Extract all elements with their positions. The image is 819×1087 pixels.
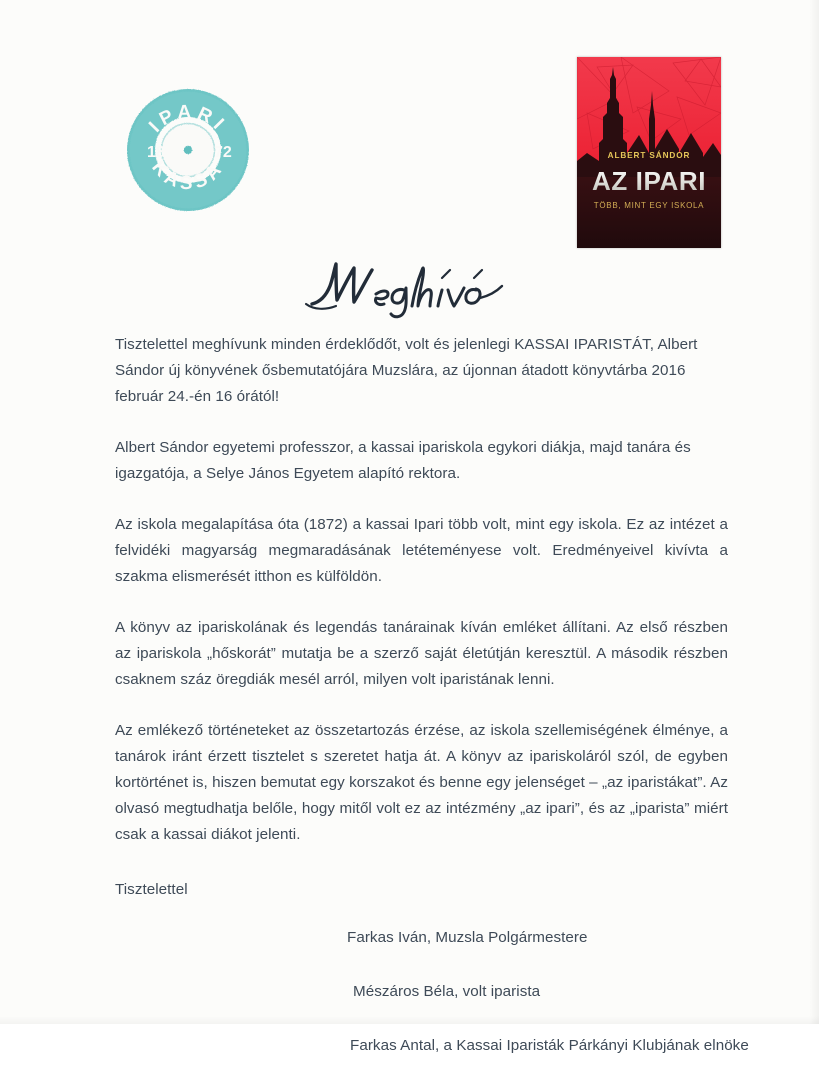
paragraph-3: Az iskola megalapítása óta (1872) a kassai Ipari több volt, mint egy iskola. Ez az intézet a felvidéki magyarság megmaradásának letéteményese volt. Eredményeivel kivívta a szakma elismerését itthon es külföldön. — [115, 516, 728, 585]
paragraph-5: Az emlékező történeteket az összetartozás érzése, az iskola szellemiségének élménye, a tanárok iránt érzett tisztelet s szeretet hatja át. A könyv az ipariskoláról szól, de egyben kortörténet is, hiszen bemutat egy korszakot és benne egy jelenséget – „az iparistákat”. Az olvasó megtudhatja belőle, hogy mitől volt ez az intézmény „az ipari”, és az „iparista” miért csak a kassai diákot jelenti. — [115, 722, 728, 843]
stamp-top-text: IPARI — [145, 101, 231, 137]
paragraph-1: Tisztelettel meghívunk minden érdeklődőt, volt és jelenlegi KASSAI IPARISTÁT, Albert Sándor új könyvének ősbemutatójára Muzslára, az újonnan átadott könyvtárba 2016 február 24.-én 16 órától! — [115, 336, 698, 405]
book-subtitle-text: TÖBB, MINT EGY ISKOLA — [593, 201, 705, 210]
stamp-right-number: 72 — [214, 144, 232, 161]
paragraph-4: A könyv az ipariskolának és legendás tanárainak kíván emléket állítani. Az első részben az ipariskola „hőskorát” mutatja be a szerző saját életútján keresztül. A második részben csaknem száz öregdiák mesél arról, milyen volt iparistának lenni. — [115, 619, 728, 688]
letter-body — [115, 332, 749, 1087]
page-title — [0, 252, 819, 324]
ipari-kassa-stamp-icon — [127, 87, 249, 213]
stamp-left-number: 18 — [147, 144, 165, 161]
signature-line-3: Farkas Antal, a Kassai Iparisták Párkányi Klubjának elnöke — [350, 1037, 749, 1054]
paragraph-2: Albert Sándor egyetemi professzor, a kassai ipariskola egykori diákja, majd tanára és igazgatója, a Selye János Egyetem alapító rektora. — [115, 439, 691, 482]
signature-line-2: Mészáros Béla, volt iparista — [353, 983, 541, 1000]
signature-line-1: Farkas Iván, Muzsla Polgármestere — [347, 929, 588, 946]
book-cover-image — [577, 57, 721, 248]
book-title-text: AZ IPARI — [591, 166, 707, 196]
signature-block — [115, 903, 749, 1059]
stamp-bottom-text: KASSA — [147, 157, 229, 195]
book-author-text: ALBERT SÁNDOR — [607, 151, 691, 160]
closing-salutation: Tisztelettel — [115, 881, 188, 898]
